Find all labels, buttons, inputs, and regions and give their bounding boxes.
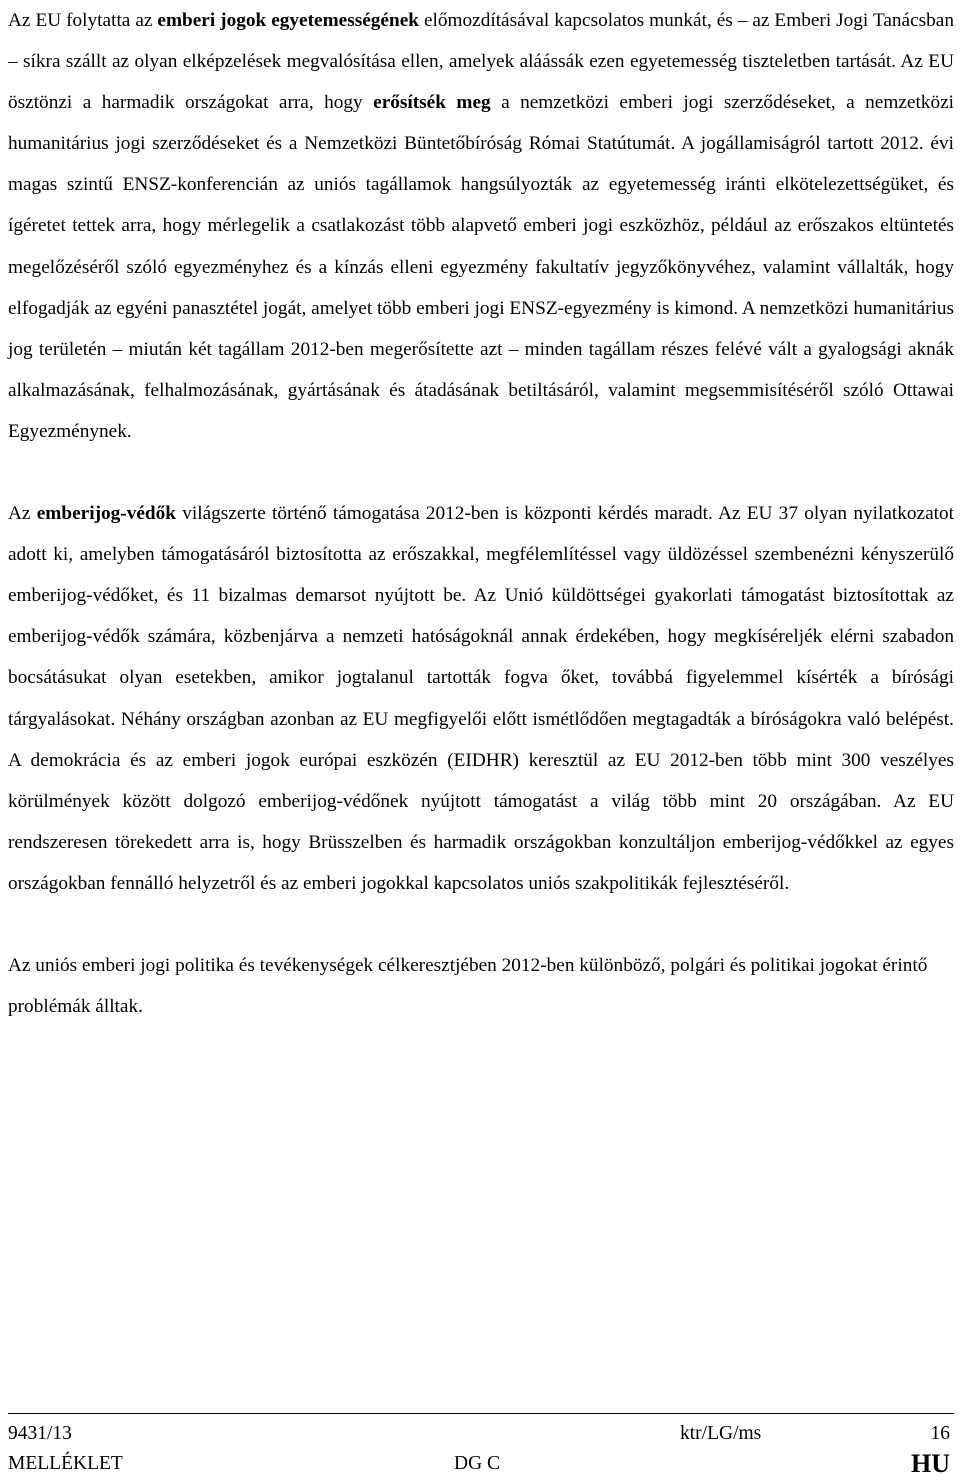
text-run: a nemzetközi emberi jogi szerződéseket, a nemzetközi humanitárius jogi szerződéseket és a Nemzetközi Büntetőbíróság Római Statútumát. A jogállamiságról tartott 2012. évi magas szintű ENSZ-konferencián az uniós tagállamok hangsúlyozták az egyetemesség iránti elkötelezettségüket, és ígéretet tettek arra, hogy mérlegelik a csatlakozást több alapvető emberi jogi eszközhöz, például az erőszakos eltüntetés megelőzéséről szóló egyezményhez és a kínzás elleni egyezmény fakultatív jegyzőkönyvéhez, valamint vállalták, hogy elfogadják az egyéni panasztétel jogát, amelyet több emberi jogi ENSZ-egyezmény is kimond. A nemzetközi humanitárius jog területén – miután két tagállam 2012-ben megerősítette azt – minden tagállam részes felévé vált a gyalogsági aknák alkalmazásának, felhalmozásának, gyártásának és átadásának betiltásáról, valamint megsemmisítéséről szóló Ottawai Egyezménynek.	[8, 92, 955, 442]
emphasized-term: emberi jogok egyetemességének	[157, 10, 419, 31]
text-run: Az uniós emberi jogi politika és tevékenységek célkeresztjében 2012-ben különböző, polgári és politikai jogokat érintő problémák álltak.	[8, 954, 928, 1018]
footer-divider	[8, 1413, 954, 1414]
text-run: Az EU folytatta az	[8, 10, 158, 31]
text-run: előmozdításával kapcsolatos munkát, és – az Emberi Jogi Tanácsban – síkra szállt az olyan elképzelések megvalósítása ellen, amelyek aláássák ezen egyetemesség tiszteletben tartását. Az EU ösztönzi a harmadik országokat arra, hogy	[8, 10, 954, 114]
page-number: 16	[930, 1423, 950, 1444]
text-run: világszerte történő támogatása 2012-ben is központi kérdés maradt. Az EU 37 olyan nyilatkozatot adott ki, amelyben támogatásáról biztosította az erőszakkal, megfélemlítéssel vagy üldözéssel szembenézni kényszerülő emberijog-védőket, és 11 bizalmas demarsot nyújtott be. Az Unió küldöttségei gyakorlati támogatást biztosítottak az emberijog-védők számára, közbenjárva a nemzeti hatóságoknál annak érdekében, hogy megkíséreljék elérni szabadon bocsátásukat olyan esetekben, amikor jogtalanul tartották fogva őket, továbbá figyelemmel kísérték a bírósági tárgyalásokat. Néhány országban azonban az EU megfigyelői előtt ismétlődően megtagadták a bíróságokra való belépést. A demokrácia és az emberi jogok európai eszközén (EIDHR) keresztül az EU 2012-ben több mint 300 veszélyes körülmények között dolgozó emberijog-védőnek nyújtott támogatást a világ több mint 20 országában. Az EU rendszeresen törekedett arra is, hogy Brüsszelben és harmadik országokban konzultáljon emberijog-védőkkel az egyes országokban fennálló helyzetről és az emberi jogokkal kapcsolatos uniós szakpolitikák fejlesztéséről.	[8, 503, 954, 894]
body-text	[8, 0, 954, 1027]
annex-label: MELLÉKLET	[8, 1453, 123, 1474]
emphasized-term: erősítsék meg	[373, 92, 491, 114]
document-number: 9431/13	[8, 1423, 72, 1444]
footer-line-2	[8, 1449, 954, 1482]
author-codes: ktr/LG/ms	[680, 1423, 762, 1444]
paragraph-universality	[8, 0, 954, 452]
footer-line-1	[8, 1423, 954, 1447]
language-code: HU	[911, 1449, 950, 1478]
text-run: Az	[8, 503, 37, 525]
directorate-general-label: DG C	[454, 1453, 501, 1474]
paragraph-civil-political-rights	[8, 945, 954, 1027]
paragraph-human-rights-defenders	[8, 493, 954, 904]
emphasized-term: emberijog-védők	[36, 503, 176, 525]
